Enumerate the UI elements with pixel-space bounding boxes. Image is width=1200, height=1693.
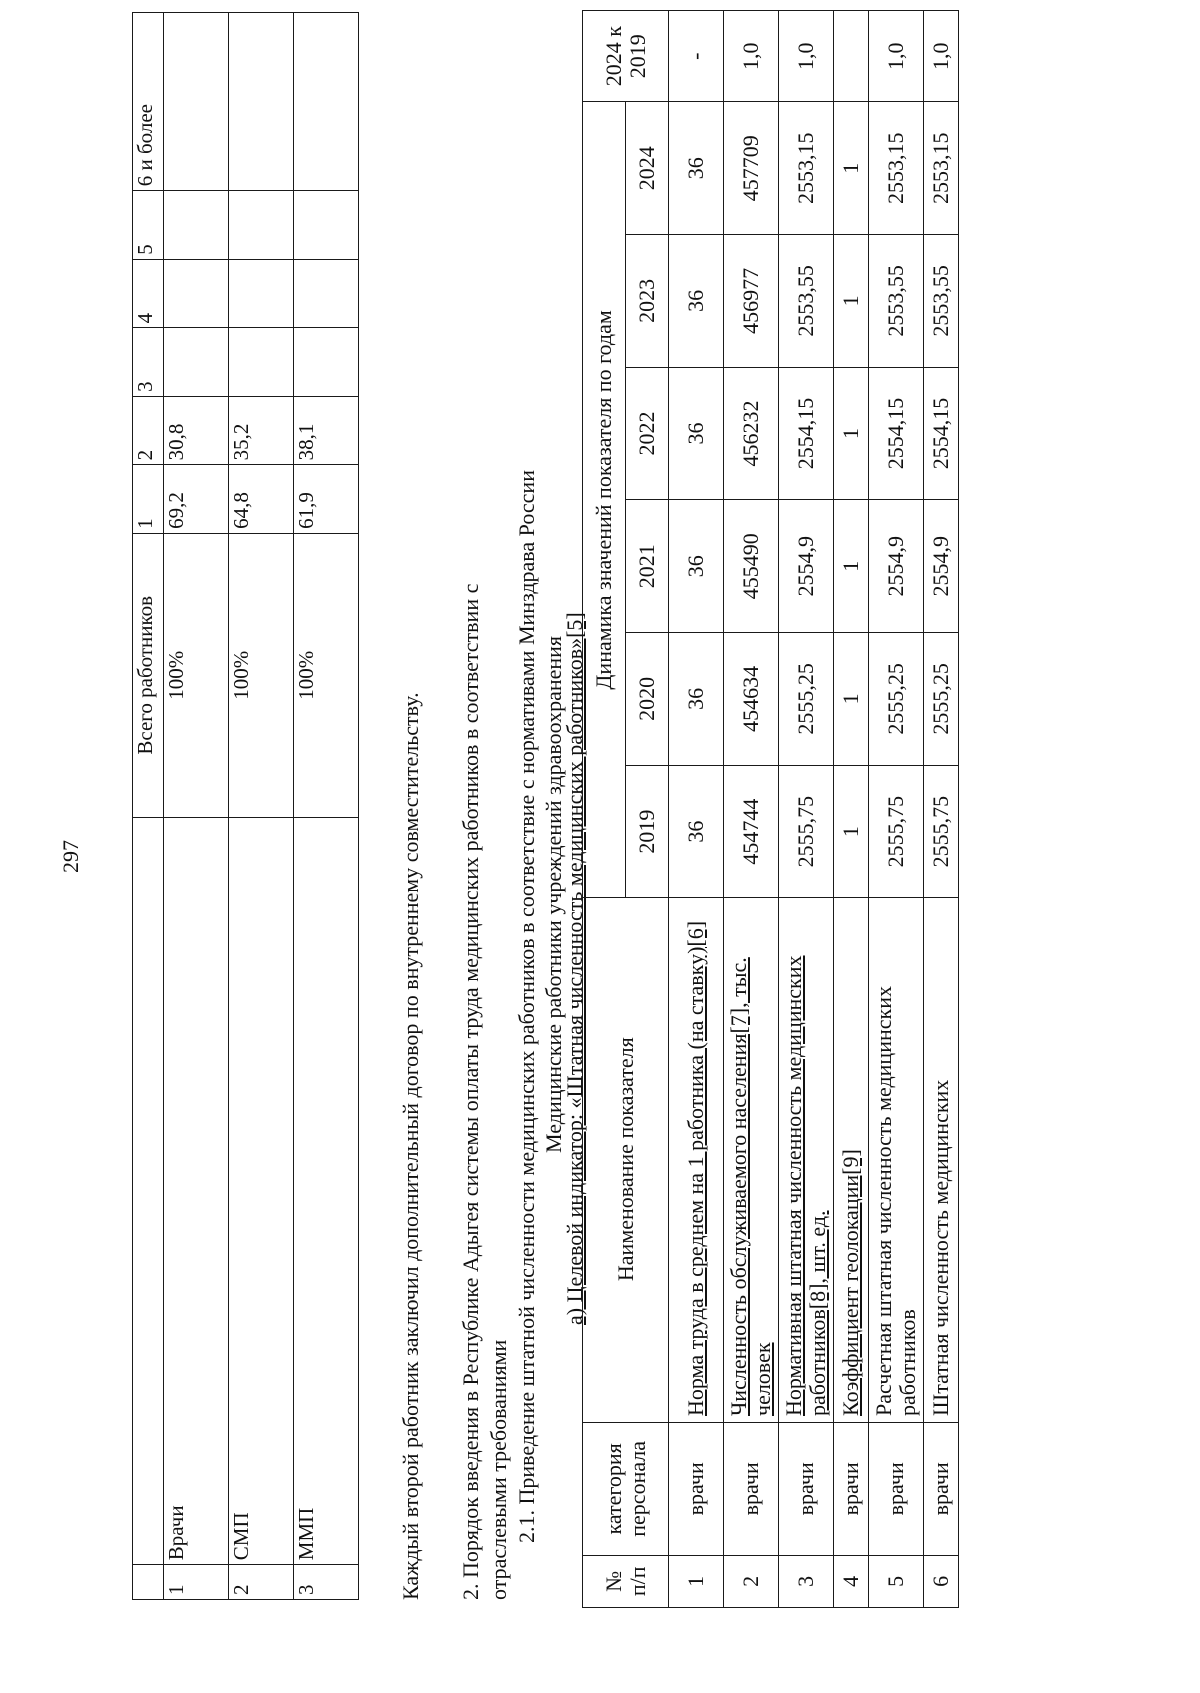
table-row <box>779 11 834 1608</box>
row-value: 2555,25 <box>779 633 834 766</box>
row-value: 455490 <box>724 500 779 633</box>
header-num: № п/п <box>583 1555 669 1607</box>
row-total: 100% <box>229 533 294 817</box>
row-total: 100% <box>164 533 229 817</box>
section-2-heading-cont: отраслевыми требованиями <box>486 1339 511 1600</box>
row-value: 61,9 <box>294 465 359 534</box>
table-row <box>924 11 959 1608</box>
header-col: 6 и более <box>133 13 164 191</box>
header-category: категория персонала <box>583 1423 669 1556</box>
row-name: СМП <box>229 817 294 1565</box>
row-category: врачи <box>779 1423 834 1556</box>
indicator-title: а) Целевой индикатор: «Штатная численность медицинских работников»[5] <box>562 612 587 1325</box>
row-total: 100% <box>294 533 359 817</box>
row-indicator-name: Штатная численность медицинских <box>924 898 959 1423</box>
row-value: 456977 <box>724 235 779 368</box>
row-indicator-name: Численность обслуживаемого населения[7], тыс. человек <box>724 898 779 1423</box>
row-category: врачи <box>869 1423 924 1556</box>
row-value: 30,8 <box>164 396 229 465</box>
row-number: 6 <box>924 1555 959 1607</box>
table-row <box>229 13 294 1600</box>
row-number: 2 <box>229 1565 294 1600</box>
row-value: 1 <box>834 765 869 898</box>
row-value: 2554,15 <box>869 367 924 500</box>
row-value: 1 <box>834 367 869 500</box>
row-value: 2554,15 <box>924 367 959 500</box>
header-col: 3 <box>133 328 164 397</box>
row-value: 454634 <box>724 633 779 766</box>
row-value: 1 <box>834 102 869 235</box>
row-category: врачи <box>924 1423 959 1556</box>
table-header-row <box>583 11 626 1608</box>
row-value: 2554,9 <box>869 500 924 633</box>
header-col: 1 <box>133 465 164 534</box>
header-total: Всего работников <box>133 533 164 817</box>
row-value: 69,2 <box>164 465 229 534</box>
table-row <box>294 13 359 1600</box>
header-year: 2023 <box>626 235 669 368</box>
row-value: 2555,25 <box>924 633 959 766</box>
row-value: 36 <box>669 102 724 235</box>
row-indicator-name: Коэффициент геолокации[9] <box>834 898 869 1423</box>
row-category: врачи <box>669 1423 724 1556</box>
section-2-heading: 2. Порядок введения в Республике Адыгея системы оплаты труда медицинских работников в соответствии с <box>458 583 483 1600</box>
row-value: 2555,75 <box>779 765 834 898</box>
note-text: Каждый второй работник заключил дополнительный договор по внутреннему совместительству. <box>398 692 423 1600</box>
row-value: 36 <box>669 633 724 766</box>
subtitle: Медицинские работники учреждений здравоохранения <box>541 635 566 1153</box>
header-col: 4 <box>133 259 164 328</box>
row-ratio <box>834 11 869 102</box>
header-year: 2020 <box>626 633 669 766</box>
row-value: 2554,9 <box>924 500 959 633</box>
row-indicator-name: Нормативная штатная численность медицинских работников[8], шт. ед. <box>779 898 834 1423</box>
row-category: врачи <box>834 1423 869 1556</box>
row-name: ММП <box>294 817 359 1565</box>
header-col: 2 <box>133 396 164 465</box>
row-value: 457709 <box>724 102 779 235</box>
row-number: 5 <box>869 1555 924 1607</box>
table-row <box>164 13 229 1600</box>
row-value: 2554,9 <box>779 500 834 633</box>
page-number: 297 <box>58 840 83 873</box>
header-year: 2022 <box>626 367 669 500</box>
row-value: 1 <box>834 235 869 368</box>
row-ratio: - <box>669 11 724 102</box>
row-value: 36 <box>669 235 724 368</box>
header-col: 5 <box>133 191 164 260</box>
row-value: 2555,75 <box>869 765 924 898</box>
table-row <box>724 11 779 1608</box>
row-ratio: 1,0 <box>724 11 779 102</box>
header-year: 2019 <box>626 765 669 898</box>
row-value: 2555,75 <box>924 765 959 898</box>
row-indicator-name: Норма труда в среднем на 1 работника (на ставку)[6] <box>669 898 724 1423</box>
row-value: 64,8 <box>229 465 294 534</box>
workers-distribution-table <box>132 12 359 1600</box>
row-category: врачи <box>724 1423 779 1556</box>
header-ratio: 2024 к 2019 <box>583 11 669 102</box>
header-year: 2021 <box>626 500 669 633</box>
row-value: 2553,55 <box>924 235 959 368</box>
header-year: 2024 <box>626 102 669 235</box>
row-value: 2553,15 <box>869 102 924 235</box>
section-2-1-heading: 2.1. Приведение штатной численности медицинских работников в соответствие с нормативами Минздрава России <box>514 470 539 1543</box>
row-number: 4 <box>834 1555 869 1607</box>
row-ratio: 1,0 <box>924 11 959 102</box>
row-value: 2553,15 <box>924 102 959 235</box>
row-value: 1 <box>834 500 869 633</box>
row-value: 35,2 <box>229 396 294 465</box>
row-number: 1 <box>669 1555 724 1607</box>
row-value: 2553,15 <box>779 102 834 235</box>
row-value: 1 <box>834 633 869 766</box>
table-row <box>834 11 869 1608</box>
row-number: 3 <box>294 1565 359 1600</box>
row-number: 3 <box>779 1555 834 1607</box>
indicator-table <box>582 10 959 1608</box>
row-value: 38,1 <box>294 396 359 465</box>
table-header-row <box>133 13 164 1600</box>
row-value: 2555,25 <box>869 633 924 766</box>
row-name: Врачи <box>164 817 229 1565</box>
row-value: 36 <box>669 367 724 500</box>
row-value: 36 <box>669 765 724 898</box>
row-value: 454744 <box>724 765 779 898</box>
row-value: 2553,55 <box>779 235 834 368</box>
row-number: 2 <box>724 1555 779 1607</box>
row-number: 1 <box>164 1565 229 1600</box>
table-row <box>869 11 924 1608</box>
row-ratio: 1,0 <box>869 11 924 102</box>
row-value: 456232 <box>724 367 779 500</box>
row-value: 2554,15 <box>779 367 834 500</box>
row-value: 36 <box>669 500 724 633</box>
row-value: 2553,55 <box>869 235 924 368</box>
header-name: Наименование показателя <box>583 898 669 1423</box>
table-row <box>669 11 724 1608</box>
header-dynamics: Динамика значений показателя по годам <box>583 102 626 898</box>
row-indicator-name: Расчетная штатная численность медицинских работников <box>869 898 924 1423</box>
row-ratio: 1,0 <box>779 11 834 102</box>
